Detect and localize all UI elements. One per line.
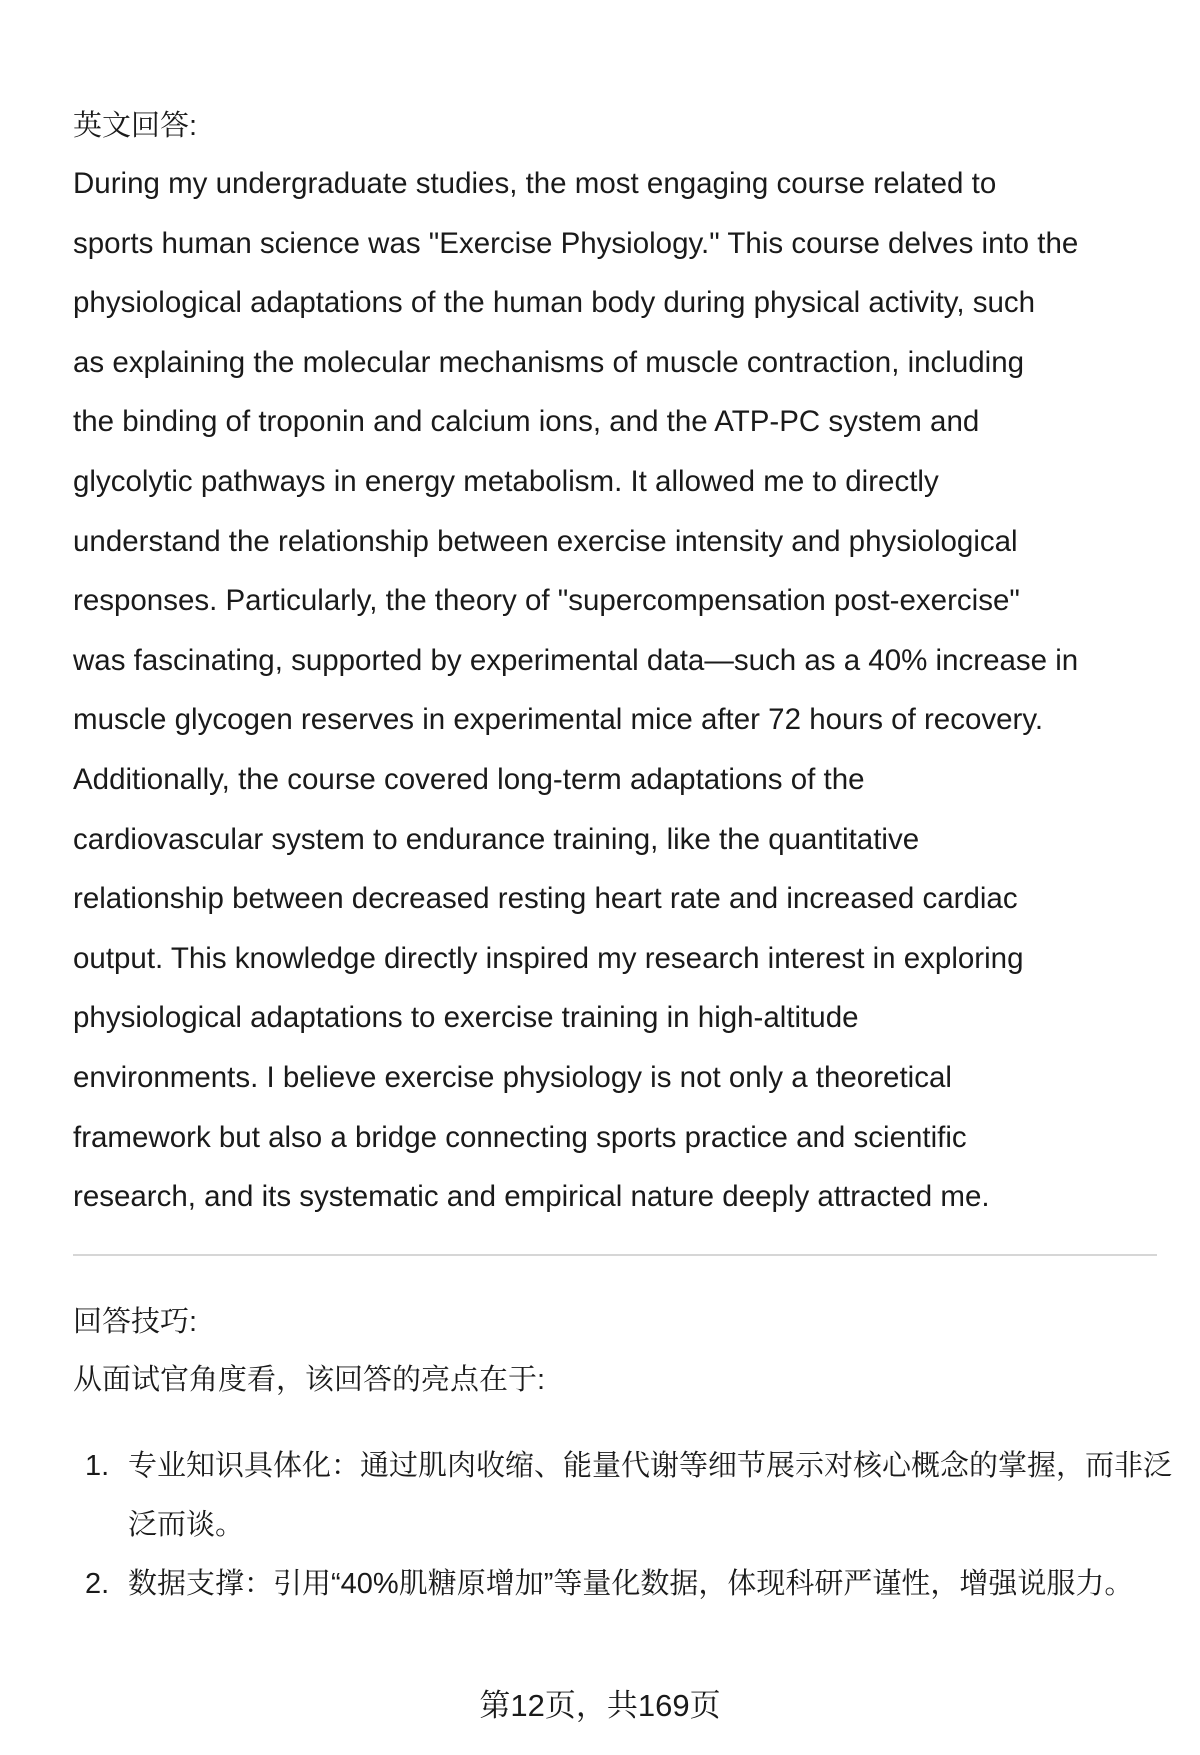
paragraph-line: sports human science was "Exercise Physiology." This course delves into the <box>73 226 1079 260</box>
paragraph-line: glycolytic pathways in energy metabolism. It allowed me to directly <box>73 464 939 498</box>
paragraph-line: output. This knowledge directly inspired my research interest in exploring <box>73 941 1024 975</box>
tips-intro: 从面试官角度看，该回答的亮点在于: <box>73 1364 546 1396</box>
list-number: 1. <box>85 1450 110 1482</box>
divider <box>73 1254 1157 1256</box>
paragraph-line: Additionally, the course covered long-term adaptations of the <box>73 762 865 796</box>
paragraph-line: environments. I believe exercise physiology is not only a theoretical <box>73 1060 952 1094</box>
page-number: 第12页，共169页 <box>479 1688 721 1723</box>
paragraph-line: the binding of troponin and calcium ions, and the ATP-PC system and <box>73 405 980 439</box>
list-number: 2. <box>85 1568 110 1600</box>
list-text: 数据支撑：引用“40%肌糖原增加”等量化数据，体现科研严谨性，增强说服力。 <box>128 1568 1134 1600</box>
paragraph-line: muscle glycogen reserves in experimental mice after 72 hours of recovery. <box>73 703 1044 737</box>
answer-paragraph <box>73 154 1173 1227</box>
paragraph-line: During my undergraduate studies, the most engaging course related to <box>73 167 997 200</box>
answer-heading: 英文回答: <box>73 110 198 142</box>
paragraph-line: research, and its systematic and empirical nature deeply attracted me. <box>73 1180 990 1214</box>
paragraph-line: framework but also a bridge connecting sports practice and scientific <box>73 1120 967 1154</box>
list-item <box>73 1437 1173 1555</box>
paragraph-line: understand the relationship between exercise intensity and physiological <box>73 524 1018 558</box>
paragraph-line: responses. Particularly, the theory of "supercompensation post-exercise" <box>73 584 1020 618</box>
paragraph-line: physiological adaptations to exercise training in high-altitude <box>73 1001 859 1035</box>
list-item <box>73 1555 1173 1614</box>
tips-list <box>73 1437 1173 1614</box>
paragraph-line: was fascinating, supported by experimental data—such as a 40% increase in <box>73 643 1079 677</box>
paragraph-line: physiological adaptations of the human body during physical activity, such <box>73 286 1036 320</box>
paragraph-line: as explaining the molecular mechanisms of muscle contraction, including <box>73 345 1025 379</box>
paragraph-line: cardiovascular system to endurance training, like the quantitative <box>73 822 920 856</box>
tips-heading: 回答技巧: <box>73 1306 198 1338</box>
list-text: 专业知识具体化：通过肌肉收缩、能量代谢等细节展示对核心概念的掌握，而非泛泛而谈。 <box>128 1450 1173 1541</box>
paragraph-line: relationship between decreased resting heart rate and increased cardiac <box>73 882 1018 916</box>
